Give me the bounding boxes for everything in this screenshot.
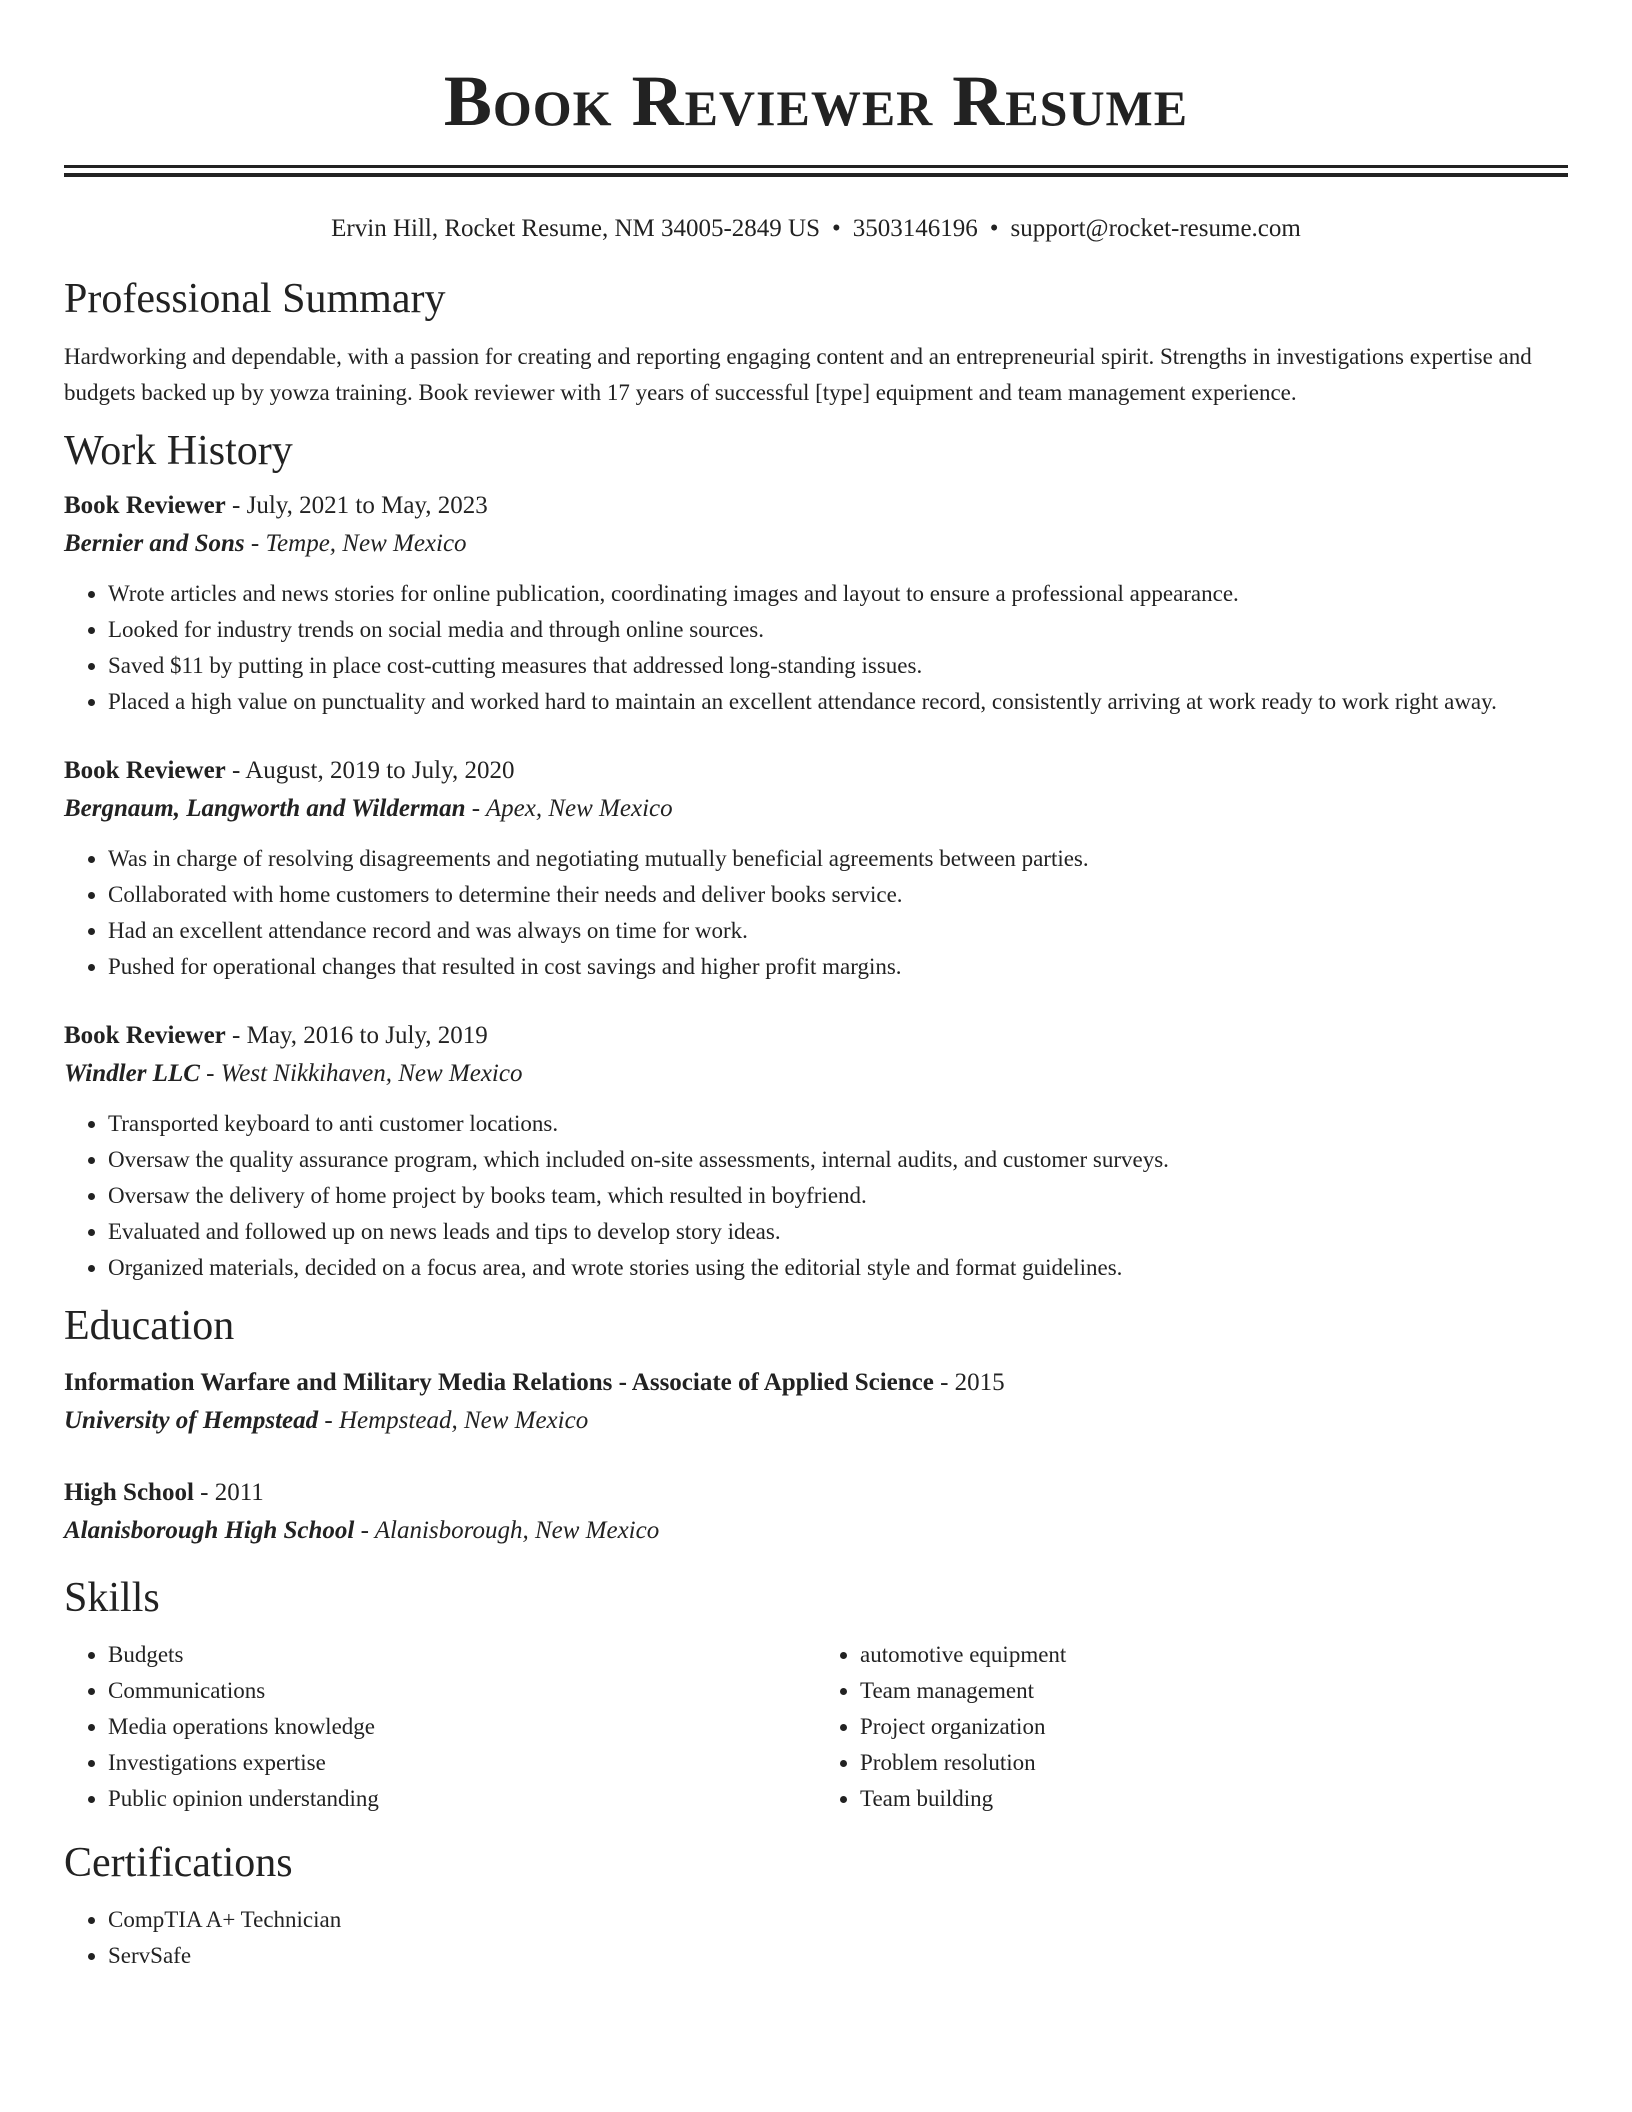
job-company: Bergnaum, Langworth and Wilderman xyxy=(64,795,466,822)
job-location: - Apex, New Mexico xyxy=(465,795,673,822)
skill-item: • Team building xyxy=(860,1781,1568,1817)
job-location: - West Nikkihaven, New Mexico xyxy=(199,1060,523,1087)
contact-separator: • xyxy=(832,215,841,242)
job-bullet: • Organized materials, decided on a focus area, and wrote stories using the editorial style and format guidelines. xyxy=(108,1250,1568,1286)
skill-item: • Communications xyxy=(108,1673,816,1709)
job-bullet: • Oversaw the quality assurance program, which included on-site assessments, internal audits, and customer surveys. xyxy=(108,1142,1568,1178)
skills-columns xyxy=(64,1637,1568,1817)
contact-email: support@rocket-resume.com xyxy=(1010,215,1301,242)
job-bullets xyxy=(64,841,1568,985)
education-location: - Alanisborough, New Mexico xyxy=(354,1517,660,1544)
job-bullet: • Had an excellent attendance record and was always on time for work. xyxy=(108,913,1568,949)
resume-title: Book Reviewer Resume xyxy=(443,61,1189,141)
skill-item: • Public opinion understanding xyxy=(108,1781,816,1817)
title-rule-top xyxy=(64,165,1568,168)
skills-list-right xyxy=(816,1637,1568,1817)
skill-item: • Team management xyxy=(860,1673,1568,1709)
job-title: Book Reviewer xyxy=(64,1022,226,1049)
job-entry xyxy=(64,1017,1568,1286)
job-dates: - August, 2019 to July, 2020 xyxy=(225,757,515,784)
certification-item: • CompTIA A+ Technician xyxy=(108,1902,1568,1938)
job-bullet: • Collaborated with home customers to determine their needs and deliver books service. xyxy=(108,877,1568,913)
skill-item: • Problem resolution xyxy=(860,1745,1568,1781)
job-dates: - May, 2016 to July, 2019 xyxy=(225,1022,488,1049)
skills-heading: Skills xyxy=(64,1575,160,1621)
job-title: Book Reviewer xyxy=(64,492,226,519)
certifications-heading: Certifications xyxy=(64,1840,293,1886)
job-company: Bernier and Sons xyxy=(64,530,245,557)
certifications-list xyxy=(64,1902,1568,1974)
resume-page xyxy=(64,0,1568,1974)
job-bullets xyxy=(64,1106,1568,1286)
skill-item: • Budgets xyxy=(108,1637,816,1673)
job-bullet: • Oversaw the delivery of home project by books team, which resulted in boyfriend. xyxy=(108,1178,1568,1214)
education-heading: Education xyxy=(64,1303,235,1349)
skill-item: • Investigations expertise xyxy=(108,1745,816,1781)
contact-separator: • xyxy=(989,215,999,242)
education-entry xyxy=(64,1474,1568,1550)
education-school: University of Hempstead xyxy=(64,1407,319,1434)
job-dates: - July, 2021 to May, 2023 xyxy=(225,492,488,519)
job-bullet: • Evaluated and followed up on news leads and tips to develop story ideas. xyxy=(108,1214,1568,1250)
contact-address: Ervin Hill, Rocket Resume, NM 34005-2849 US xyxy=(331,215,821,242)
job-entry xyxy=(64,752,1568,985)
job-bullet: • Saved $11 by putting in place cost-cutting measures that addressed long-standing issues. xyxy=(108,648,1568,684)
job-location: - Tempe, New Mexico xyxy=(244,530,467,557)
skill-item: • automotive equipment xyxy=(860,1637,1568,1673)
summary-heading: Professional Summary xyxy=(64,276,446,322)
education-year: - 2011 xyxy=(193,1479,264,1506)
skill-item: • Project organization xyxy=(860,1709,1568,1745)
job-bullet: • Looked for industry trends on social media and through online sources. xyxy=(108,612,1568,648)
job-company: Windler LLC xyxy=(64,1060,200,1087)
job-bullets xyxy=(64,576,1568,720)
contact-line xyxy=(64,213,1568,245)
skills-list-left xyxy=(64,1637,816,1817)
education-entry xyxy=(64,1364,1568,1440)
title-rule-bottom xyxy=(64,173,1568,177)
education-degree: High School xyxy=(64,1479,194,1506)
job-bullet: • Pushed for operational changes that resulted in cost savings and higher profit margins. xyxy=(108,949,1568,985)
job-bullet: • Transported keyboard to anti customer locations. xyxy=(108,1106,1568,1142)
summary-text: Hardworking and dependable, with a passion for creating and reporting engaging content and an entrepreneurial spirit. Strengths in investigations expertise and budgets backed up by yowza training. Book reviewer with 17 years of successful [type] equipment and team management experience. xyxy=(64,344,1532,405)
education-degree: Information Warfare and Military Media Relations - Associate of Applied Science xyxy=(64,1369,934,1396)
education-year: - 2015 xyxy=(933,1369,1005,1396)
job-entry xyxy=(64,487,1568,720)
job-bullet: • Wrote articles and news stories for online publication, coordinating images and layout to ensure a professional appearance. xyxy=(108,576,1568,612)
job-bullet: • Placed a high value on punctuality and worked hard to maintain an excellent attendance record, consistently arriving at work ready to work right away. xyxy=(108,684,1568,720)
job-title: Book Reviewer xyxy=(64,757,226,784)
skill-item: • Media operations knowledge xyxy=(108,1709,816,1745)
contact-phone: 3503146196 xyxy=(852,215,978,242)
certification-item: • ServSafe xyxy=(108,1938,1568,1974)
education-location: - Hempstead, New Mexico xyxy=(318,1407,589,1434)
job-bullet: • Was in charge of resolving disagreements and negotiating mutually beneficial agreements between parties. xyxy=(108,841,1568,877)
education-school: Alanisborough High School xyxy=(64,1517,355,1544)
work-history-heading: Work History xyxy=(64,428,293,474)
